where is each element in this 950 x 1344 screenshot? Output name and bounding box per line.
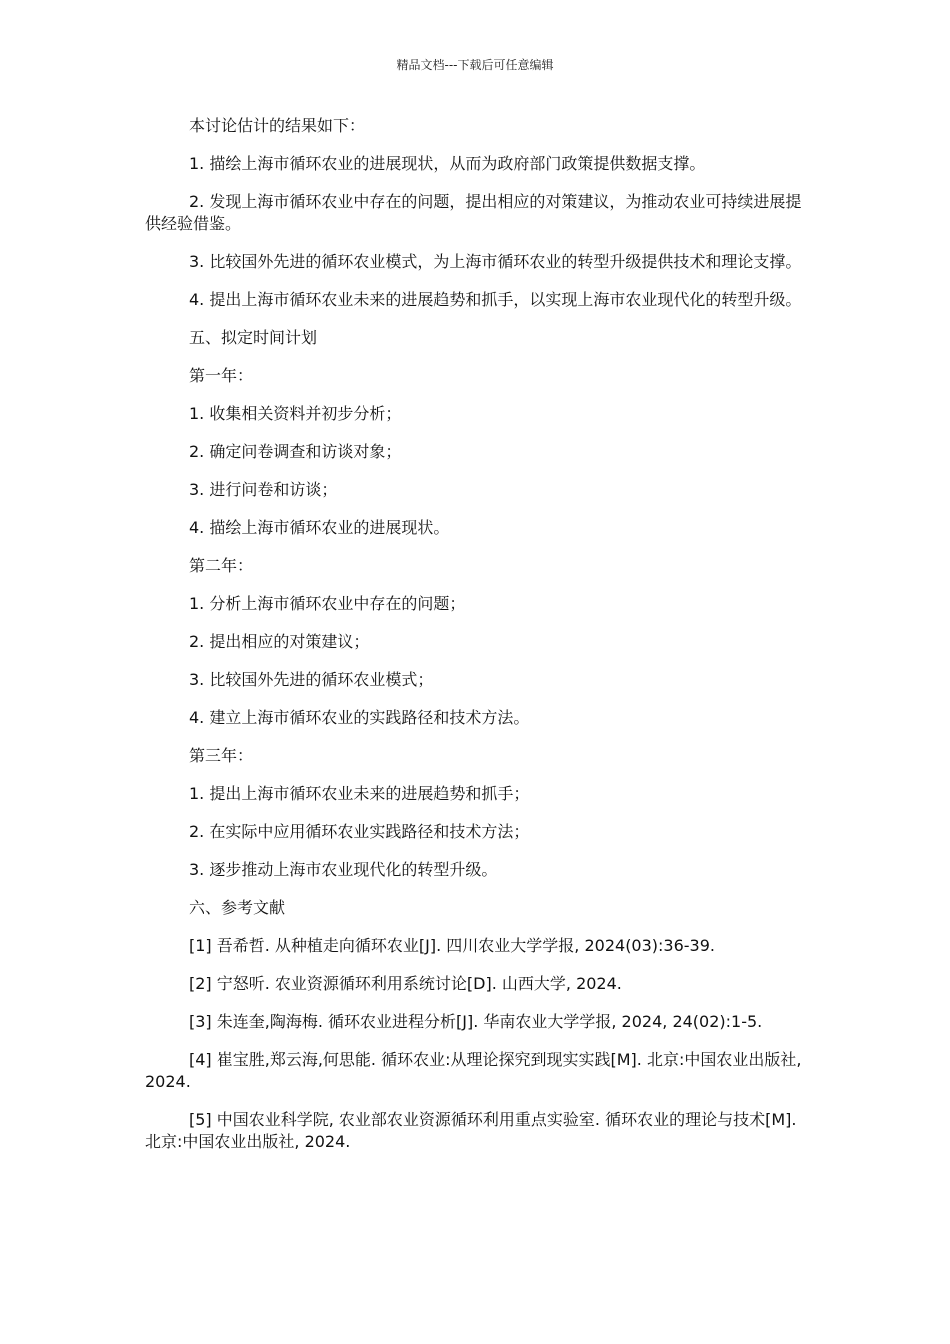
schedule-item: 2. 确定问卷调查和访谈对象； (189, 442, 402, 461)
schedule-item: 3. 比较国外先进的循环农业模式； (189, 670, 434, 689)
schedule-item: 2. 在实际中应用循环农业实践路径和技术方法； (189, 822, 530, 841)
result-item: 2. 发现上海市循环农业中存在的问题，提出相应的对策建议，为推动农业可持续进展提供经验借鉴。 (145, 192, 802, 233)
document-body (145, 115, 805, 1153)
section-heading-references: 六、参考文献 (189, 898, 286, 917)
schedule-item: 4. 描绘上海市循环农业的进展现状。 (189, 518, 450, 537)
result-item: 4. 提出上海市循环农业未来的进展趋势和抓手，以实现上海市农业现代化的转型升级。 (189, 290, 802, 309)
schedule-item: 3. 进行问卷和访谈； (189, 480, 338, 499)
reference-item: [1] 吾希哲. 从种植走向循环农业[J]. 四川农业大学学报, 2024(03):36-39. (189, 936, 716, 955)
schedule-item: 1. 分析上海市循环农业中存在的问题； (189, 594, 466, 613)
schedule-item: 1. 收集相关资料并初步分析； (189, 404, 402, 423)
reference-item: [4] 崔宝胜,郑云海,何思能. 循环农业:从理论探究到现实实践[M]. 北京:中国农业出版社, 2024. (145, 1050, 802, 1091)
section-heading-schedule: 五、拟定时间计划 (189, 328, 318, 347)
results-intro: 本讨论估计的结果如下： (189, 116, 366, 135)
year-label: 第三年： (189, 746, 254, 765)
page-header: 精品文档---下载后可任意编辑 (396, 58, 554, 72)
reference-item: [2] 宁怒听. 农业资源循环利用系统讨论[D]. 山西大学, 2024. (189, 974, 622, 993)
result-item: 1. 描绘上海市循环农业的进展现状，从而为政府部门政策提供数据支撑。 (189, 154, 706, 173)
schedule-item: 3. 逐步推动上海市农业现代化的转型升级。 (189, 860, 498, 879)
schedule-item: 1. 提出上海市循环农业未来的进展趋势和抓手； (189, 784, 530, 803)
year-label: 第二年： (189, 556, 254, 575)
result-item: 3. 比较国外先进的循环农业模式，为上海市循环农业的转型升级提供技术和理论支撑。 (189, 252, 802, 271)
reference-item: [5] 中国农业科学院, 农业部农业资源循环利用重点实验室. 循环农业的理论与技术[M]. 北京:中国农业出版社, 2024. (145, 1110, 797, 1151)
year-label: 第一年： (189, 366, 254, 385)
reference-item: [3] 朱连奎,陶海梅. 循环农业进程分析[J]. 华南农业大学学报, 2024, 24(02):1-5. (189, 1012, 763, 1031)
schedule-item: 2. 提出相应的对策建议； (189, 632, 370, 651)
schedule-item: 4. 建立上海市循环农业的实践路径和技术方法。 (189, 708, 530, 727)
